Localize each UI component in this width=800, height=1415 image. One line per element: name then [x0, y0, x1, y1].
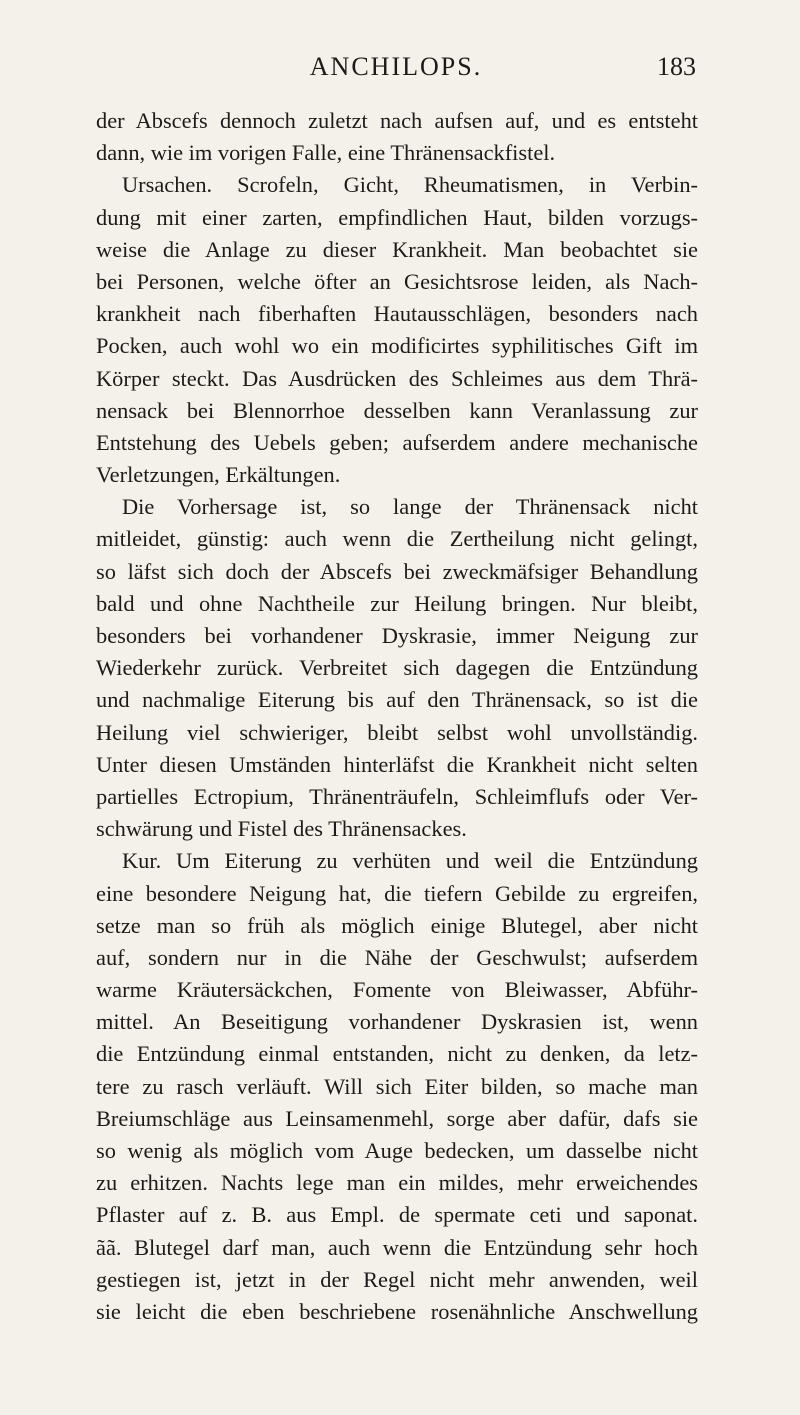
text-line: so läfst sich doch der Abscefs bei zweckmäfsiger Behandlung [96, 558, 698, 584]
text-line: Heilung viel schwieriger, bleibt selbst wohl unvollständig. [96, 719, 698, 745]
text-line: warme Kräutersäckchen, Fomente von Bleiwasser, Abführ- [96, 977, 698, 1003]
text-line: und nachmalige Eiterung bis auf den Thränensack, so ist die [96, 687, 698, 713]
body-text [96, 105, 698, 1328]
text-line: eine besondere Neigung hat, die tiefern Gebilde zu ergreifen, [96, 880, 698, 906]
text-line: Die Vorhersage ist, so lange der Thränensack nicht [122, 494, 698, 520]
text-line: so wenig als möglich vom Auge bedecken, um dasselbe nicht [96, 1138, 698, 1163]
text-line: dung mit einer zarten, empfindlichen Haut, bilden vorzugs- [96, 204, 698, 230]
text-line: nensack bei Blennorrhoe desselben kann Veranlassung zur [96, 397, 698, 423]
text-line: mitleidet, günstig: auch wenn die Zertheilung nicht gelingt, [96, 526, 698, 552]
text-line: Pflaster auf z. B. aus Empl. de spermate ceti und saponat. [96, 1202, 698, 1228]
text-line: die Entzündung einmal entstanden, nicht zu denken, da letz- [96, 1041, 698, 1067]
text-line: krankheit nach fiberhaften Hautausschlägen, besonders nach [96, 301, 698, 327]
text-line: Entstehung des Uebels geben; aufserdem andere mechanische [96, 429, 698, 455]
text-line: schwärung und Fistel des Thränensackes. [96, 816, 467, 842]
text-line: Wiederkehr zurück. Verbreitet sich dagegen die Entzündung [96, 655, 698, 681]
text-line: Unter diesen Umständen hinterläfst die Krankheit nicht selten [96, 751, 698, 777]
text-line: bei Personen, welche öfter an Gesichtsrose leiden, als Nach- [96, 268, 698, 294]
text-line: zu erhitzen. Nachts lege man ein mildes, mehr erweichendes [96, 1170, 698, 1196]
text-line: partielles Ectropium, Thränenträufeln, Schleimflufs oder Ver- [96, 783, 698, 809]
text-line: sie leicht die eben beschriebene rosenähnliche Anschwellung [96, 1298, 698, 1324]
page-header [96, 52, 696, 92]
text-line: Verletzungen, Erkältungen. [96, 462, 341, 488]
text-line: der Abscefs dennoch zuletzt nach aufsen auf, und es entsteht [96, 108, 698, 133]
text-line: setze man so früh als möglich einige Blutegel, aber nicht [96, 912, 698, 938]
text-line: Breiumschläge aus Leinsamenmehl, sorge aber dafür, dafs sie [96, 1105, 698, 1131]
page-number: 183 [657, 52, 696, 81]
text-line: auf, sondern nur in die Nähe der Geschwulst; aufserdem [96, 944, 698, 970]
text-line: Körper steckt. Das Ausdrücken des Schleimes aus dem Thrä- [96, 365, 698, 391]
text-line: gestiegen ist, jetzt in der Regel nicht mehr anwenden, weil [96, 1266, 698, 1292]
text-line: bald und ohne Nachtheile zur Heilung bringen. Nur bleibt, [96, 590, 698, 616]
text-line: Ursachen. Scrofeln, Gicht, Rheumatismen, in Verbin- [122, 172, 698, 198]
running-title: ANCHILOPS. [309, 52, 483, 81]
text-line: dann, wie im vorigen Falle, eine Thränensackfistel. [96, 140, 556, 166]
text-line: Kur. Um Eiterung zu verhüten und weil die Entzündung [122, 848, 698, 874]
text-line: besonders bei vorhandener Dyskrasie, immer Neigung zur [96, 623, 698, 648]
text-line: tere zu rasch verläuft. Will sich Eiter bilden, so mache man [96, 1073, 698, 1099]
text-line: Pocken, auch wohl wo ein modificirtes syphilitisches Gift im [96, 333, 698, 359]
text-line: mittel. An Beseitigung vorhandener Dyskrasien ist, wenn [96, 1009, 698, 1035]
text-line: ãã. Blutegel darf man, auch wenn die Entzündung sehr hoch [96, 1234, 698, 1260]
text-line: weise die Anlage zu dieser Krankheit. Man beobachtet sie [96, 236, 698, 262]
